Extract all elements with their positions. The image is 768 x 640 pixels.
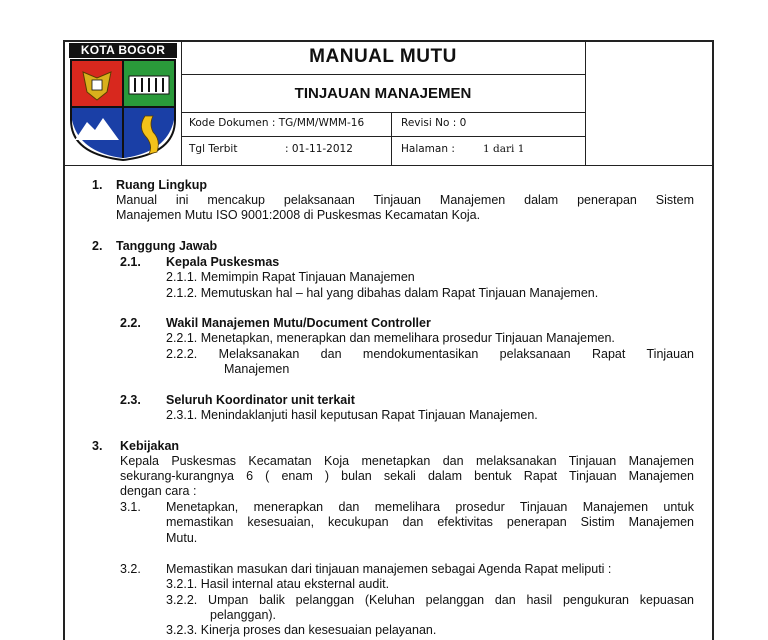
section-2-2-title: Wakil Manajemen Mutu/Document Controller — [166, 316, 431, 330]
item-2-2-2: 2.2.2. Melaksanakan dan mendokumentasikan pelaksanaan Rapat Tinjauan — [166, 347, 694, 361]
item-2-1-1: 2.1.1. Memimpin Rapat Tinjauan Manajemen — [166, 270, 415, 284]
section-2-2-number: 2.2. — [120, 316, 141, 330]
tgl-terbit-label: Tgl Terbit — [189, 143, 238, 155]
item-3-2-1: 3.2.1. Hasil internal atau eksternal audit. — [166, 577, 390, 591]
point-3-1-line-1: Menetapkan, menerapkan dan memelihara prosedur Tinjauan Manajemen untuk — [166, 500, 694, 514]
section-1-text-line-1: Manual ini mencakup pelaksanaan Tinjauan Manajemen dalam penerapan Sistem — [116, 193, 694, 207]
item-2-3-1: 2.3.1. Menindaklanjuti hasil keputusan Rapat Tinjauan Manajemen. — [166, 408, 538, 422]
section-1-text-line-2: Manajemen Mutu ISO 9001:2008 di Puskesmas Kecamatan Koja. — [116, 208, 481, 222]
section-1-number: 1. — [92, 178, 103, 192]
item-3-2-2: 3.2.2. Umpan balik pelanggan (Keluhan pelanggan dan hasil pengukuran kepuasan — [166, 593, 694, 607]
tgl-terbit-value: : 01-11-2012 — [285, 143, 353, 155]
item-3-2-3: 3.2.3. Kinerja proses dan kesesuaian pelayanan. — [166, 623, 437, 637]
logo-text: KOTA BOGOR — [69, 43, 177, 58]
item-2-2-1: 2.2.1. Menetapkan, menerapkan dan memelihara prosedur Tinjauan Manajemen. — [166, 331, 615, 345]
document-title: MANUAL MUTU — [309, 46, 457, 67]
revisi-no: Revisi No : 0 — [401, 117, 467, 129]
halaman-value: 1 dari 1 — [483, 143, 525, 155]
section-3-line-1: Kepala Puskesmas Kecamatan Koja menetapkan dan melaksanakan Tinjauan Manajemen — [120, 454, 694, 468]
item-2-1-2: 2.1.2. Memutuskan hal – hal yang dibahas dalam Rapat Tinjauan Manajemen. — [166, 286, 599, 300]
section-2-3-title: Seluruh Koordinator unit terkait — [166, 393, 355, 407]
point-3-2-line-1: Memastikan masukan dari tinjauan manajemen sebagai Agenda Rapat meliputi : — [166, 562, 612, 576]
section-3-number: 3. — [92, 439, 103, 453]
point-3-2-number: 3.2. — [120, 562, 141, 576]
halaman-label: Halaman : — [401, 143, 455, 155]
section-3-title: Kebijakan — [120, 439, 180, 453]
item-3-2-2-cont: pelanggan). — [210, 608, 277, 622]
kode-dokumen: Kode Dokumen : TG/MM/WMM-16 — [189, 117, 365, 129]
section-2-3-number: 2.3. — [120, 393, 141, 407]
section-2-number: 2. — [92, 239, 103, 253]
item-2-2-2-cont: Manajemen — [224, 362, 290, 376]
section-3-line-2: sekurang-kurangnya 6 ( enam ) bulan sekali dalam bentuk Rapat Tinjauan Manajemen — [120, 469, 694, 483]
section-3-line-3: dengan cara : — [120, 484, 197, 498]
document-subtitle: TINJAUAN MANAJEMEN — [294, 85, 472, 102]
section-2-1-number: 2.1. — [120, 255, 141, 269]
section-1-title: Ruang Lingkup — [116, 178, 207, 192]
point-3-1-number: 3.1. — [120, 500, 141, 514]
section-2-1-title: Kepala Puskesmas — [166, 255, 280, 269]
point-3-1-line-3: Mutu. — [166, 531, 198, 545]
section-2-title: Tanggung Jawab — [116, 239, 218, 253]
point-3-1-line-2: memastikan kesesuaian, kecukupan dan efektivitas penerapan Sistim Manajemen — [166, 515, 694, 529]
